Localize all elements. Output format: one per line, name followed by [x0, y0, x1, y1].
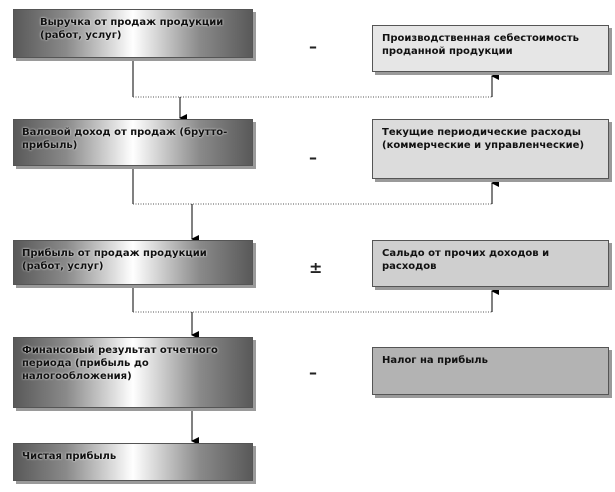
box-net-profit	[13, 443, 253, 481]
box-sales-profit	[13, 240, 253, 285]
box-pretax-result	[13, 337, 253, 408]
box-periodic-expenses-label: Текущие периодические расходы (коммерческие и управленческие)	[382, 127, 585, 151]
connector-3	[133, 285, 492, 335]
box-income-tax-label: Налог на прибыль	[382, 355, 488, 366]
box-revenue-label: Выручка от продаж продукции (работ, услуг)	[40, 17, 224, 41]
box-revenue	[13, 9, 253, 58]
box-sales-profit-label: Прибыль от продаж продукции (работ, услуг)	[22, 248, 207, 272]
box-pretax-result-label: Финансовый результат отчетного периода (прибыль до налогообложения)	[22, 345, 218, 382]
box-other-income-balance	[372, 240, 609, 287]
operator-minus-1: –	[309, 37, 317, 56]
box-net-profit-label: Чистая прибыль	[22, 451, 117, 462]
operator-minus-3: –	[309, 363, 317, 382]
box-periodic-expenses	[372, 119, 609, 179]
box-gross-profit	[13, 119, 253, 166]
box-gross-profit-label: Валовой доход от продаж (брутто-прибыль)	[22, 127, 228, 151]
box-income-tax	[372, 347, 609, 395]
box-production-cost	[372, 25, 609, 72]
operator-minus-2: –	[309, 148, 317, 167]
box-production-cost-label: Производственная себестоимость проданной продукции	[382, 33, 579, 57]
box-other-income-balance-label: Сальдо от прочих доходов и расходов	[382, 248, 550, 272]
operator-plus-minus: ±	[309, 258, 323, 277]
